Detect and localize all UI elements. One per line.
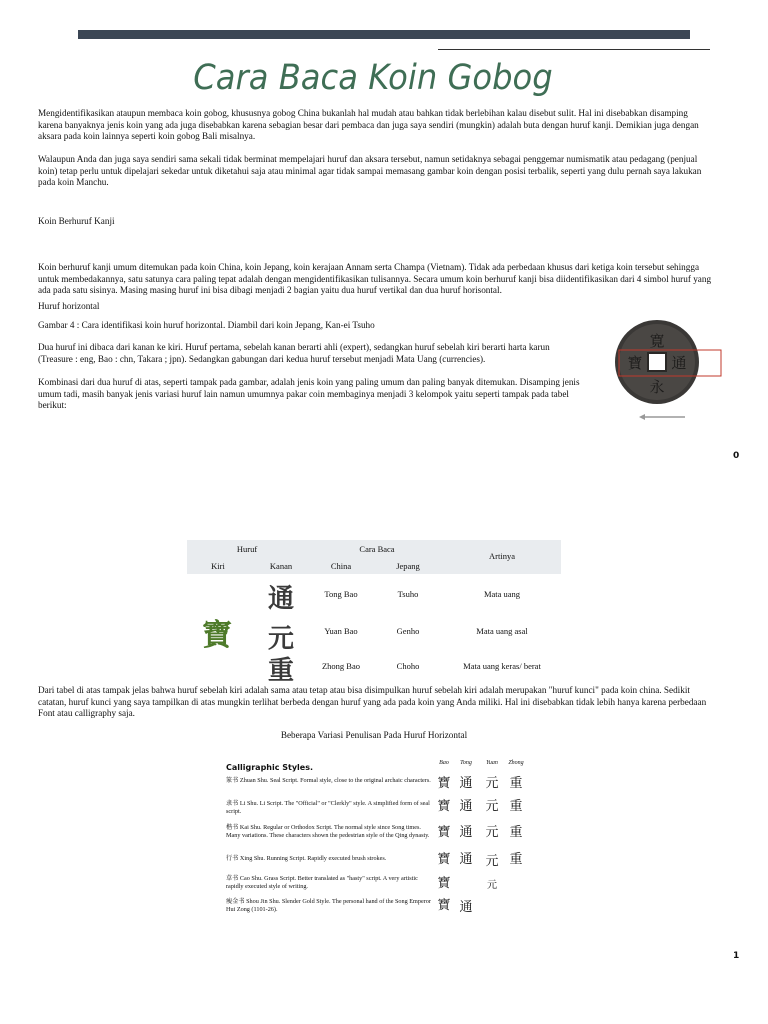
- section-heading-kanji: Koin Berhuruf Kanji: [38, 216, 115, 226]
- coin-glyph-bottom: 永: [649, 378, 665, 396]
- style-row-4-glyph-yuan: 元: [485, 854, 499, 869]
- variations-caption: Beberapa Variasi Penulisan Pada Huruf Horizontal: [280, 730, 468, 740]
- combination-paragraph: Kombinasi dari dua huruf di atas, seperti tampak pada gambar, adalah jenis koin yang paling umum dan paling banyak ditemukan. Disamping jenis umum tadi, masih banyak jenis variasi huruf lain namun umumnya pakar coin membaginya menjadi 3 kelompok yaitu seperti tampak pada tabel berikut:: [38, 377, 580, 411]
- column-header-bao: Bao: [439, 760, 449, 766]
- right-glyph-row-1: 通: [267, 584, 294, 614]
- jepang-row-3: Choho: [396, 661, 420, 671]
- china-row-1: Tong Bao: [324, 589, 358, 599]
- style-row-4-glyph-bao: 寶: [437, 852, 451, 867]
- style-row-3-glyph-tong: 通: [459, 825, 473, 840]
- style-row-1-glyph-zhong: 重: [509, 776, 523, 791]
- coin-glyph-left: 寶: [627, 354, 643, 372]
- page-title: Cara Baca Koin Gobog: [193, 58, 553, 98]
- right-glyph-row-2: 元: [267, 624, 294, 654]
- arti-row-1: Mata uang: [483, 589, 521, 599]
- header-kiri: Kiri: [211, 561, 225, 571]
- style-row-3-glyph-zhong: 重: [509, 825, 523, 840]
- calligraphy-figure: [226, 760, 536, 925]
- column-header-yuan: Yuan: [486, 760, 498, 766]
- figure-4-caption: Gambar 4 : Cara identifikasi koin huruf horizontal. Diambil dari koin Jepang, Kan-ei Tsuho: [38, 320, 375, 330]
- arti-row-3: Mata uang keras/ berat: [463, 661, 541, 671]
- style-row-3-text: 楷书 Kai Shu. Regular or Orthodox Script. The normal style since Song times. Many variations. These characters shown the pedestrian style of the Qing dynasty.: [226, 824, 430, 839]
- style-row-2-text: 隶书 Li Shu. Li Script. The "Official" or "Clerkly" style. A simplified form of seal script.: [226, 800, 430, 815]
- left-key-glyph: 寶: [202, 618, 232, 653]
- coin-image: [605, 318, 725, 428]
- intro-paragraph: Mengidentifikasikan ataupun membaca koin gobog, khususnya gobog China bukanlah hal mudah atau bahkan tidak berlebihan kalau disebut sulit. Hal ini disebabkan disamping karena banyaknya jenis koin yang ada juga disebabkan karena sebagian besar dari pembaca dan juga saya sendiri (mungkin) adalah buta dengan huruf kanji. Demikian juga dengan aksara pada koin lainnya seperti koin gobog Bali misalnya.: [38, 108, 699, 142]
- style-row-1-glyph-tong: 通: [459, 776, 473, 791]
- header-huruf: Huruf: [236, 544, 258, 554]
- coin-glyph-right: 通: [671, 354, 687, 372]
- style-row-5-text: 草书 Cao Shu. Grass Script. Better translated as "hasty" script. A very artistic rapidly executed style of writing.: [226, 875, 418, 890]
- coin-figure: [605, 318, 725, 428]
- reading-table: [187, 540, 561, 686]
- header-jepang: Jepang: [396, 561, 420, 571]
- calligraphy-title: Calligraphic Styles.: [226, 763, 314, 772]
- jepang-row-1: Tsuho: [397, 589, 419, 599]
- page-number: 1: [733, 951, 740, 961]
- header-cara-baca: Cara Baca: [359, 544, 395, 554]
- header-bar: [78, 30, 690, 39]
- style-row-1-glyph-bao: 寶: [437, 776, 451, 791]
- china-row-3: Zhong Bao: [321, 661, 360, 671]
- style-row-4-glyph-tong: 通: [459, 852, 473, 867]
- style-row-5-glyph-bao: 寶: [437, 876, 451, 891]
- style-row-4-glyph-zhong: 重: [509, 852, 523, 867]
- conclusion-paragraph: Dari tabel di atas tampak jelas bahwa huruf sebelah kiri adalah sama atau tetap atau bisa disimpulkan huruf sebelah kiri adalah merupakan "huruf kunci" pada koin china. Sedikit catatan, huruf kunci yang saya tampilkan di atas mungkin terlihat berbeda dengan huruf yang ada pada koin yang Anda miliki. Hal ini disebabkan tidak lebih hanya karena perbedaan Font atau calligraphy saja.: [38, 685, 707, 719]
- style-row-2-glyph-tong: 通: [459, 799, 473, 814]
- style-row-2-glyph-zhong: 重: [509, 799, 523, 814]
- arti-row-2: Mata uang asal: [476, 626, 528, 636]
- section-heading-horizontal: Huruf horizontal: [38, 301, 100, 311]
- page-number: 0: [733, 451, 740, 461]
- style-row-4-text: 行书 Xing Shu. Running Script. Rapidly executed brush strokes.: [226, 855, 387, 862]
- header-artinya: Artinya: [489, 551, 515, 561]
- reading-direction-paragraph: Dua huruf ini dibaca dari kanan ke kiri. Huruf pertama, sebelah kanan berarti ahli (expert), sedangkan huruf sebelah kiri berarti harta karun (Treasure : eng, Bao : chn, Takara ; jpn). Sedangkan gabungan dari kedua huruf tersebut menjadi Mata Uang (currencies).: [38, 342, 550, 364]
- coin-glyph-top: 寛: [649, 332, 665, 350]
- jepang-row-2: Genho: [396, 626, 420, 636]
- style-row-5-glyph-yuan: 元: [487, 880, 497, 891]
- second-paragraph: Walaupun Anda dan juga saya sendiri sama sekali tidak berminat mempelajari huruf dan aksara tersebut, namun setidaknya sebagai penggemar numismatik atau pedagang (penjual koin) tetap perlu untuk dipelajari sekedar untuk diketahui saja atau minimal agar tidak sampai memasang gambar koin dengan posisi terbalik, seperti yang dulu pernah saya lakukan pada koin Manchu.: [38, 154, 702, 188]
- style-row-6-text: 瘦金书 Shou Jin Shu. Slender Gold Style. The personal hand of the Song Emperor Hui Zong (1101-26).: [226, 898, 431, 913]
- china-row-2: Yuan Bao: [324, 626, 358, 636]
- style-row-2-glyph-yuan: 元: [485, 799, 499, 814]
- style-row-1-text: 篆书 Zhuan Shu. Seal Script. Formal style, close to the original archaic characters.: [226, 777, 431, 784]
- style-row-3-glyph-yuan: 元: [485, 825, 499, 840]
- header-china: China: [330, 561, 352, 571]
- kanji-paragraph: Koin berhuruf kanji umum ditemukan pada koin China, koin Jepang, koin kerajaan Annam serta Champa (Vietnam). Tidak ada perbedaan khusus dari ketiga koin tersebut sehingga untuk membedakannya, satu satunya cara paling tepat adalah dengan mengidentifikasikan tulisannya. Secara umum koin berhuruf kanji bisa diidentifikasikan dari 4 simbol huruf yang ada pada satu sisinya. Masing masing huruf ini bisa dibagi menjadi 2 bagian yaitu dua huruf vertikal dan dua huruf horisontal.: [38, 262, 712, 296]
- style-row-3-glyph-bao: 寶: [437, 825, 451, 840]
- style-row-2-glyph-bao: 寶: [437, 799, 451, 814]
- column-header-zhong: Zhong: [508, 760, 524, 766]
- column-header-tong: Tong: [460, 760, 472, 766]
- style-row-1-glyph-yuan: 元: [485, 776, 499, 791]
- style-row-6-glyph-bao: 寶: [437, 898, 451, 913]
- style-row-6-glyph-tong: 通: [459, 900, 473, 915]
- header-kanan: Kanan: [269, 561, 293, 571]
- header-rule: [438, 49, 710, 50]
- right-glyph-row-3: 重: [267, 656, 294, 686]
